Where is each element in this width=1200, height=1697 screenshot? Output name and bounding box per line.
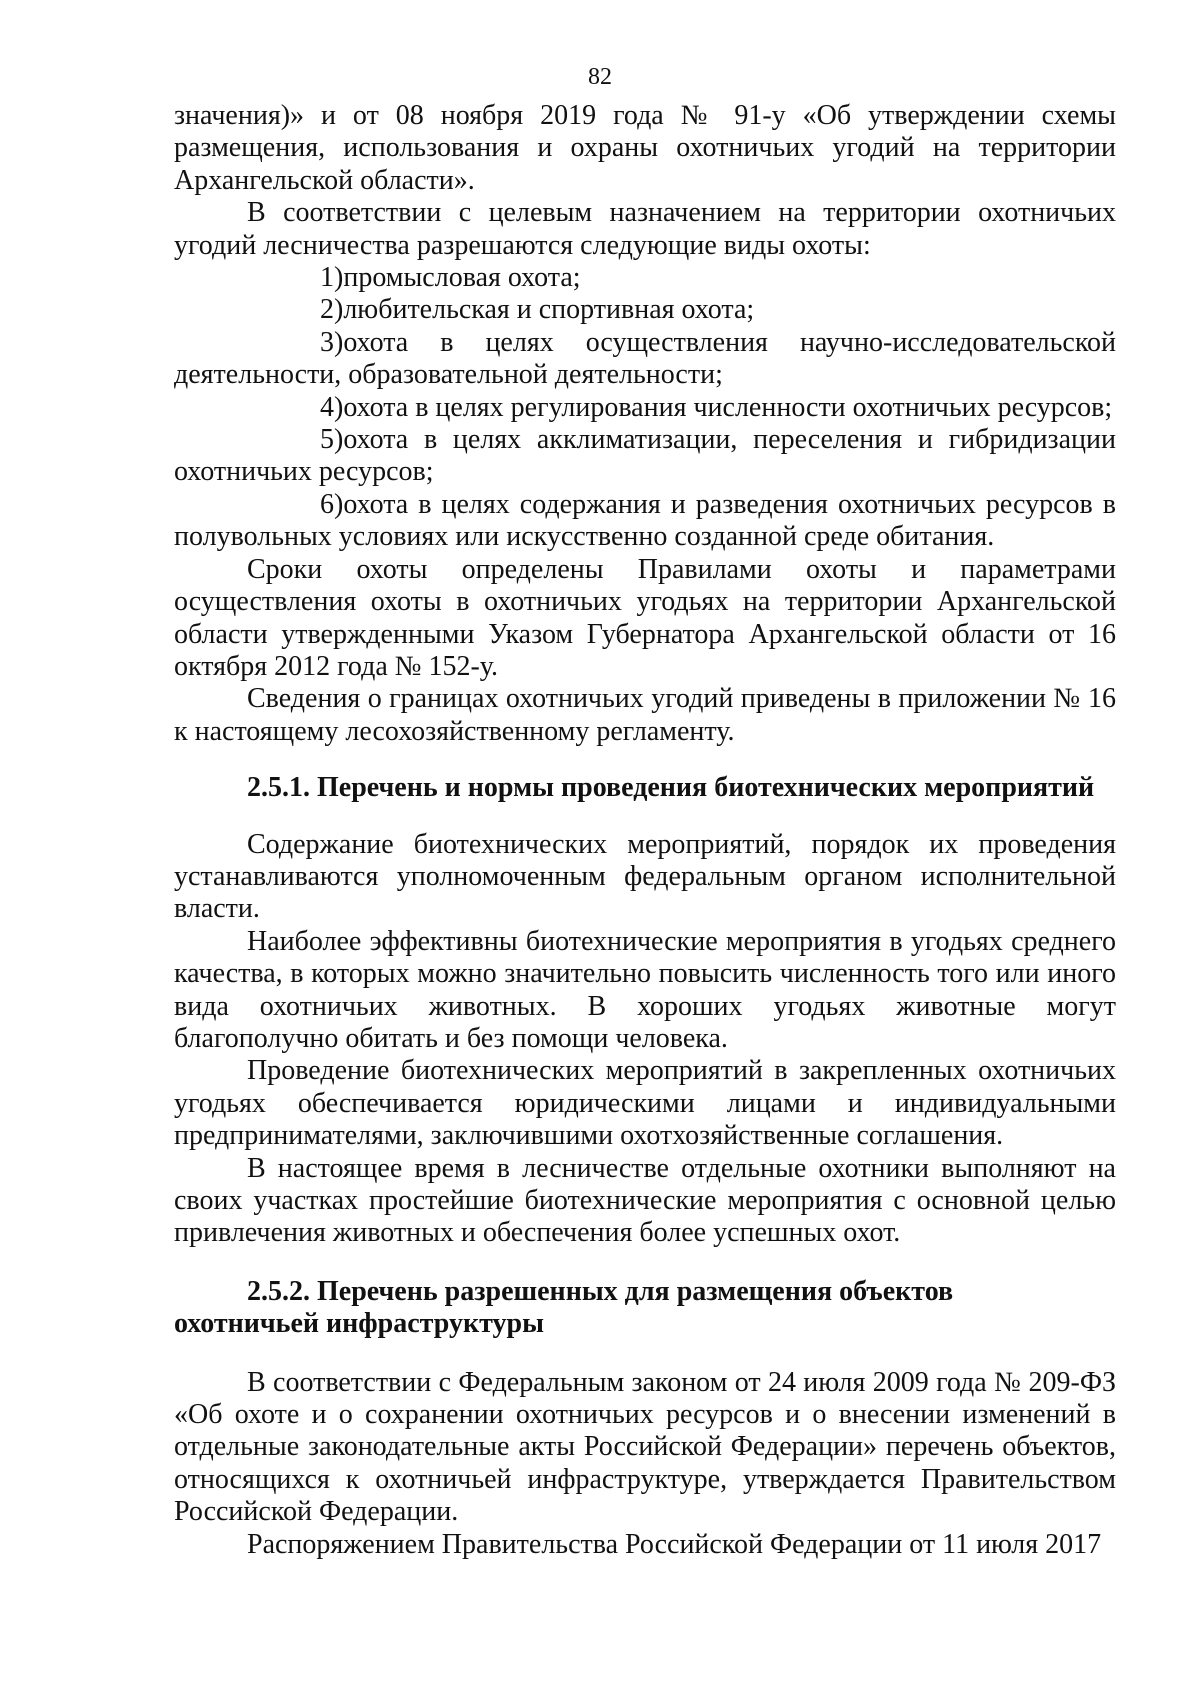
paragraph-hunting-intro: В соответствии с целевым назначением на территории охотничьих угодий лесничества разрешаются следующие виды охоты: <box>174 197 1116 261</box>
list-item <box>174 489 1116 554</box>
list-item-number: 4) <box>320 391 344 423</box>
list-item-number: 3) <box>320 326 344 358</box>
page-number: 82 <box>588 64 612 90</box>
list-item <box>174 424 1116 489</box>
list-item-text: охота в целях содержания и разведения охотничьих ресурсов в полувольных условиях или искусственно созданной среде обитания. <box>174 488 1116 553</box>
paragraph: Содержание биотехнических мероприятий, порядок их проведения устанавливаются уполномоченным федеральным органом исполнительной власти. <box>174 828 1116 925</box>
section-heading-2-5-1: 2.5.1. Перечень и нормы проведения биотехнических мероприятий <box>247 772 1095 804</box>
list-item-number: 6) <box>320 488 344 520</box>
list-item-text: охота в целях регулирования численности охотничьих ресурсов; <box>343 391 1113 423</box>
paragraph-hunting-terms: Сроки охоты определены Правилами охоты и параметрами осуществления охоты в охотничьих угодьях на территории Архангельской области утвержденными Указом Губернатора Архангельской области от 16 октября 2012 года № 152-у. <box>174 553 1116 682</box>
hunting-types-list <box>174 262 1116 554</box>
paragraph: Распоряжением Правительства Российской Федерации от 11 июля 2017 <box>247 1528 1102 1560</box>
section-heading-2-5-2 <box>174 1276 1116 1341</box>
paragraph-boundaries: Сведения о границах охотничьих угодий приведены в приложении № 16 к настоящему лесохозяйственному регламенту. <box>174 683 1116 747</box>
section-heading-line: 2.5.2. Перечень разрешенных для размещения объектов <box>247 1275 954 1307</box>
paragraph: Проведение биотехнических мероприятий в закрепленных охотничьих угодьях обеспечивается юридическими лицами и индивидуальными предпринимателями, заключившими охотхозяйственные соглашения. <box>174 1055 1116 1152</box>
list-item <box>174 392 1116 424</box>
list-item-text: охота в целях осуществления научно-исследовательской деятельности, образовательной деятельности; <box>174 326 1116 391</box>
list-item <box>174 327 1116 392</box>
list-item-number: 2) <box>320 294 344 326</box>
section-heading-line: охотничьей инфраструктуры <box>174 1308 544 1340</box>
list-item-number: 1) <box>320 262 344 294</box>
document-body <box>174 100 1116 1561</box>
list-item-text: любительская и спортивная охота; <box>343 294 755 326</box>
paragraph: Наиболее эффективны биотехнические мероприятия в угодьях среднего качества, в которых можно значительно повысить численность того или иного вида охотничьих животных. В хороших угодьях животные могут благополучно обитать и без помощи человека. <box>174 925 1116 1054</box>
list-item-text: охота в целях акклиматизации, переселения и гибридизации охотничьих ресурсов; <box>174 424 1116 488</box>
paragraph: В настоящее время в лесничестве отдельные охотники выполняют на своих участках простейшие биотехнические мероприятия с основной целью привлечения животных и обеспечения более успешных охот. <box>174 1152 1116 1249</box>
paragraph: В соответствии с Федеральным законом от 24 июля 2009 года № 209-ФЗ «Об охоте и о сохранении охотничьих ресурсов и о внесении изменений в отдельные законодательные акты Российской Федерации» перечень объектов, относящихся к охотничьей инфраструктуре, утверждается Правительством Российской Федерации. <box>174 1366 1116 1528</box>
list-item-text: промысловая охота; <box>343 262 581 294</box>
list-item <box>174 262 1116 294</box>
list-item <box>174 294 1116 326</box>
paragraph-continuation: значения)» и от 08 ноября 2019 года № 91-у «Об утверждении схемы размещения, использования и охраны охотничьих угодий на территории Архангельской области». <box>174 100 1116 196</box>
list-item-number: 5) <box>320 424 344 456</box>
